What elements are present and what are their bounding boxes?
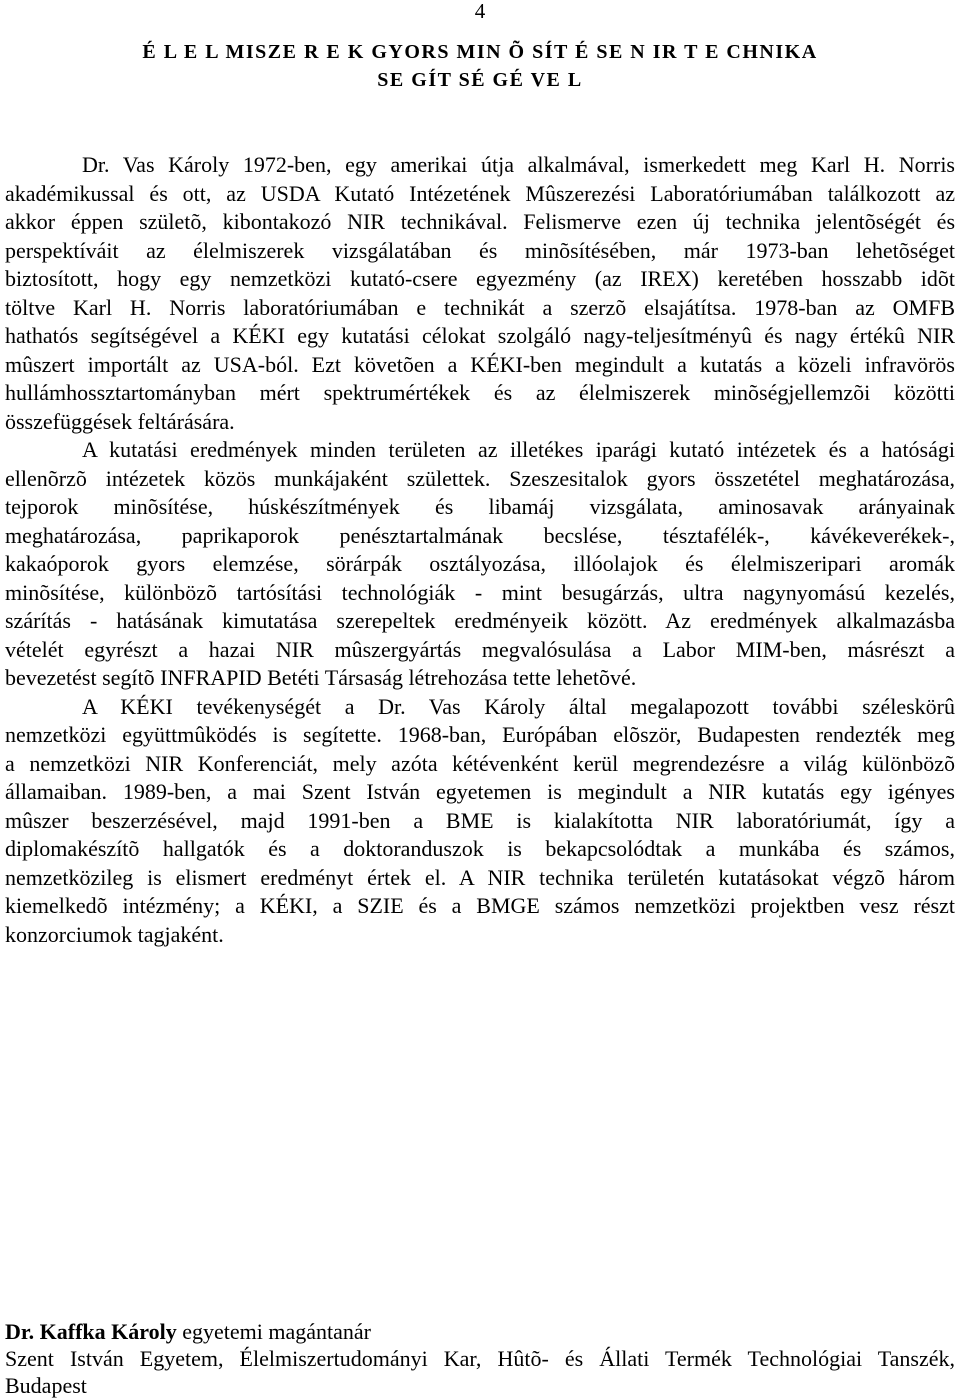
paragraph-line: minõsítése, különbözõ tartósítási technológiák - mint besugárzás, ultra nagynyomású kezelés, xyxy=(5,579,955,605)
paragraph-line: meghatározása, paprikaporok penésztartalmának becslése, tésztafélék-, kávékeverékek-, xyxy=(5,522,955,548)
paragraph-line: államaiban. 1989-ben, a mai Szent István egyetemen is megindult a NIR kutatás egy igényes xyxy=(5,779,955,804)
paragraph xyxy=(5,151,955,436)
title-line-2: SE GÍT SÉ GÉ VE L xyxy=(377,69,583,91)
paragraph-line: perspektíváit az élelmiszerek vizsgálatában és minõsítésében, már 1973-ban lehetõséget xyxy=(5,237,955,263)
paragraph-line: biztosított, hogy egy nemzetközi kutató-csere egyezmény (az IREX) keretében hosszabb idõt xyxy=(5,266,955,291)
title-line-1: É L E L MISZE R E K GYORS MIN Õ SÍT É SE N IR T E CHNIKA xyxy=(142,41,818,63)
author-line xyxy=(5,1318,955,1345)
paragraph-line: diplomakészítõ hallgatók és a doktoranduszok is bekapcsolódtak a munkába és számos, xyxy=(5,836,955,861)
paragraph-line: szárítás - hatásának kimutatása szerepeltek eredményeik között. Az eredmények alkalmazásba xyxy=(5,608,955,633)
author-city: Budapest xyxy=(5,1373,87,1398)
author-role: egyetemi magántanár xyxy=(182,1319,371,1344)
paragraph-line: a nemzetközi NIR Konferenciát, mely azóta kétévenként kerül megrendezésre a világ különbözõ xyxy=(5,750,955,776)
page-number: 4 xyxy=(474,0,486,23)
paragraph-line: ellenõrzõ intézetek közös munkájaként születtek. Szeszesitalok gyors összetétel meghatározása, xyxy=(5,465,955,491)
paragraph-line: akadémikussal és ott, az USDA Kutató Intézetének Mûszerezési Laboratóriumában találkozott az xyxy=(5,180,955,206)
paragraph-line: kiemelkedõ intézmény; a KÉKI, a SZIE és a BMGE számos nemzetközi projektben vesz részt xyxy=(5,893,955,918)
paragraph xyxy=(5,436,955,693)
paragraph-line: töltve Karl H. Norris laboratóriumában e technikát a szerzõ elsajátítsa. 1978-ban az OMFB xyxy=(5,294,955,320)
paragraph-line: vételét egyrészt a hazai NIR mûszergyártás megvalósulása a Labor MIM-ben, másrészt a xyxy=(5,636,955,662)
author-affiliation: Szent István Egyetem, Élelmiszertudományi Kar, Hûtõ- és Állati Termék Technológiai Tanszék, xyxy=(5,1346,955,1371)
author-signature-block xyxy=(5,1318,955,1399)
body-text xyxy=(5,151,955,949)
paragraph-line: A kutatási eredmények minden területen az illetékes iparági kutató intézetek és a hatósági xyxy=(82,437,955,462)
paragraph-line: akkor éppen születõ, kibontakozó NIR technikával. Felismerve ezen új technika jelentõségét és xyxy=(5,209,955,234)
paragraph-line: tejporok minõsítése, húskészítmények és libamáj vizsgálata, aminosavak arányainak xyxy=(5,494,955,519)
paragraph-line: mûszert importált az USA-ból. Ezt követõen a KÉKI-ben megindult a kutatás a közeli infravörös xyxy=(5,351,955,377)
paragraph-line: bevezetést segítõ INFRAPID Betéti Társaság létrehozása tette lehetõvé. xyxy=(5,665,637,690)
paragraph-line: mûszer beszerzésével, majd 1991-ben a BME is kialakította NIR laboratóriumát, így a xyxy=(5,807,955,833)
author-name: Dr. Kaffka Károly xyxy=(5,1319,177,1344)
paragraph-line: konzorciumok tagjaként. xyxy=(5,921,224,947)
paragraph xyxy=(5,693,955,950)
document-title xyxy=(0,38,960,94)
paragraph-line: hathatós segítségével a KÉKI egy kutatási célokat szolgáló nagy-teljesítményû és nagy értékû NIR xyxy=(5,323,955,348)
paragraph-line: összefüggések feltárására. xyxy=(5,408,235,434)
paragraph-line: nemzetközileg is elismert eredményt értek el. A NIR technika területén kutatásokat végzõ három xyxy=(5,864,955,890)
paragraph-line: Dr. Vas Károly 1972-ben, egy amerikai útja alkalmával, ismerkedett meg Karl H. Norris xyxy=(82,152,955,177)
paragraph-line: hullámhossztartományban mért spektrumértékek és az élelmiszerek minõségjellemzõi közötti xyxy=(5,380,955,405)
paragraph-line: nemzetközi együttmûködés is segítette. 1968-ban, Európában elõször, Budapesten rendezték meg xyxy=(5,722,955,747)
paragraph-line: A KÉKI tevékenységét a Dr. Vas Károly által megalapozott további széleskörû xyxy=(82,693,955,719)
paragraph-line: kakaóporok gyors elemzése, sörárpák osztályozása, illóolajok és élelmiszeripari aromák xyxy=(5,551,955,576)
